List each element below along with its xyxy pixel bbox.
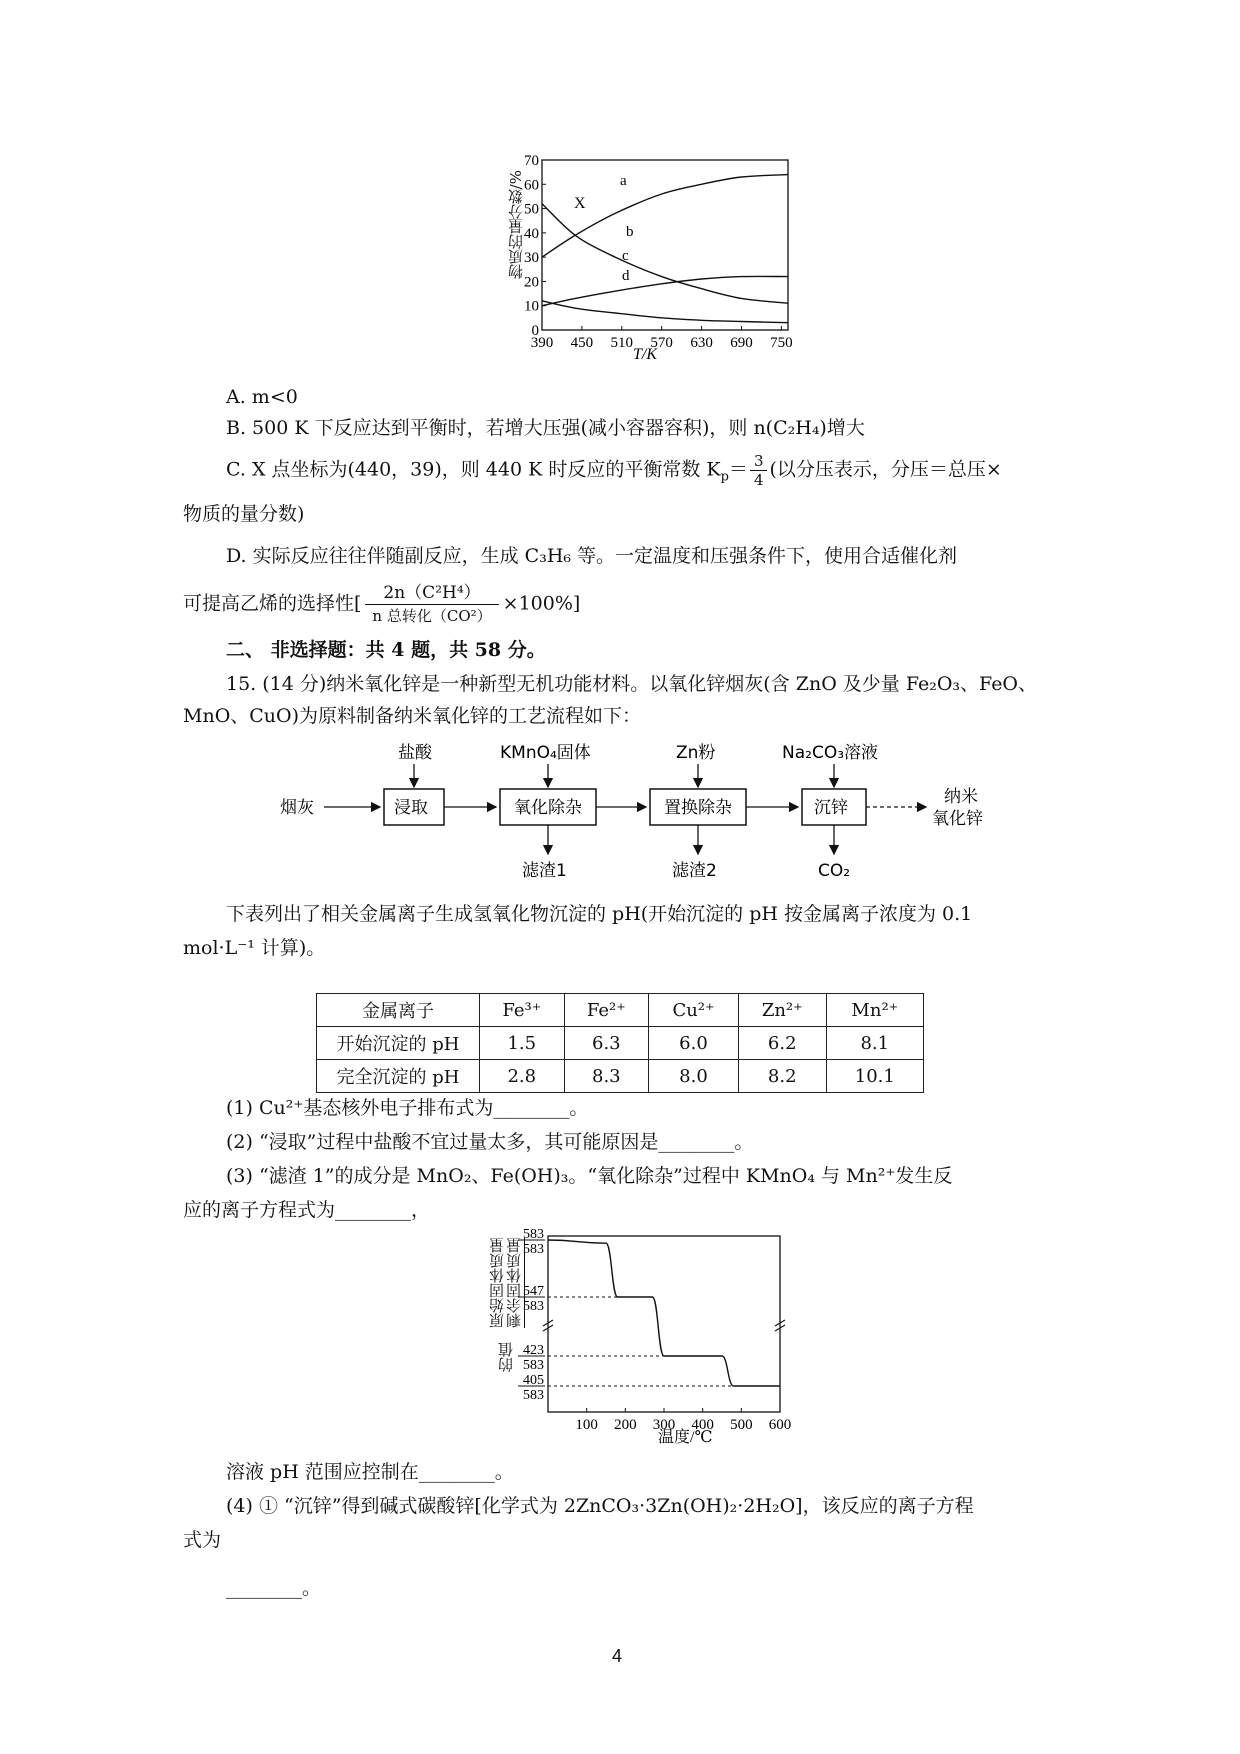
- option-d-line1: D. 实际反应往往伴随副反应，生成 C₃H₆ 等。一定温度和压强条件下，使用合适催化剂: [226, 545, 958, 567]
- table-cell: 开始沉淀的 pH: [317, 1027, 480, 1060]
- chart2-ylabel-suffix: 的值: [497, 1342, 515, 1372]
- flow-end-line1: 纳米: [944, 787, 978, 807]
- option-d-fraction: [365, 582, 498, 627]
- header-cell: Fe³⁺: [480, 994, 565, 1027]
- option-c-num: 3: [750, 452, 768, 471]
- y-tick-denominator: 583: [523, 1388, 544, 1403]
- series-label-a: a: [620, 173, 627, 189]
- option-b: B. 500 K 下反应达到平衡时，若增大压强(减小容器容积)，则 n(C₂H₄)增大: [226, 417, 865, 439]
- header-cell: 金属离子: [317, 994, 480, 1027]
- option-c-eq: ＝: [728, 458, 748, 481]
- x-tick-label: 390: [530, 335, 554, 351]
- x-tick-label: 100: [575, 1417, 598, 1433]
- flow-box-zinc-precip-label: 沉锌: [814, 798, 848, 818]
- y-tick-denominator: 583: [523, 1299, 544, 1314]
- flow-end-line2: 氧化锌: [932, 809, 983, 829]
- section-two-heading: 二、 非选择题：共 4 题，共 58 分。: [226, 639, 546, 661]
- series-label-b: b: [626, 224, 634, 240]
- option-d-pre: 可提高乙烯的选择性[: [183, 592, 362, 615]
- series-line-a: [542, 175, 788, 258]
- option-c-post: (以分压表示，分压＝总压×: [769, 458, 1002, 481]
- header-cell: Cu²⁺: [649, 994, 739, 1027]
- x-tick-label: 400: [691, 1417, 714, 1433]
- option-a: A. m<0: [226, 386, 298, 408]
- table-intro-line1: 下表列出了相关金属离子生成氢氧化物沉淀的 pH(开始沉淀的 pH 按金属离子浓度为 0.1: [226, 903, 973, 925]
- x-tick-label: 450: [570, 335, 594, 351]
- equilibrium-chart: [500, 150, 800, 365]
- flow-output-co2: CO₂: [818, 861, 851, 881]
- page-number: 4: [612, 1646, 623, 1666]
- chart1-ylabel: 物质的量分数/%: [507, 170, 525, 280]
- option-c-fraction: [750, 452, 768, 489]
- chart2-xlabel: 温度/℃: [658, 1429, 713, 1446]
- table-cell: 6.0: [649, 1027, 739, 1060]
- flow-input-zn: Zn粉: [676, 743, 716, 763]
- flow-box-replacement-label: 置换除杂: [664, 798, 732, 818]
- option-d-num: 2n（C²H⁴）: [365, 582, 498, 605]
- x-tick-label: 200: [614, 1417, 637, 1433]
- y-tick-label: 20: [524, 274, 539, 291]
- option-c-den: 4: [753, 471, 764, 489]
- q15-line2: MnO、CuO)为原料制备纳米氧化锌的工艺流程如下：: [183, 705, 642, 727]
- x-tick-label: 500: [730, 1417, 753, 1433]
- q15-line1: 15. (14 分)纳米氧化锌是一种新型无机功能材料。以氧化锌烟灰(含 ZnO 及少量 Fe₂O₃、FeO、: [226, 673, 1038, 695]
- question-3-line2: 应的离子方程式为________，: [183, 1199, 431, 1221]
- y-tick-numerator: 423: [523, 1343, 544, 1358]
- chart2-ylabel-bottom: 原始固体质量: [488, 1238, 506, 1328]
- x-tick-label: 570: [650, 335, 673, 351]
- flow-start: 烟灰: [280, 798, 314, 818]
- option-d-den: n 总转化（CO²）: [372, 607, 492, 625]
- table-cell: 6.2: [738, 1027, 826, 1060]
- x-tick-label: 300: [652, 1417, 676, 1433]
- option-c-line2: 物质的量分数): [183, 503, 305, 525]
- y-tick-numerator: 405: [523, 1373, 544, 1388]
- y-tick-numerator: 583: [523, 1227, 544, 1242]
- chart2-ylabel: [488, 1238, 528, 1408]
- flow-output-residue2: 滤渣2: [672, 861, 717, 881]
- y-tick-label: 50: [524, 201, 539, 218]
- y-tick-label: 70: [524, 153, 539, 169]
- header-cell: Mn²⁺: [826, 994, 923, 1027]
- flow-input-kmno4: KMnO₄固体: [500, 743, 591, 763]
- series-label-c: c: [622, 248, 629, 264]
- x-tick-label: 750: [770, 335, 793, 351]
- table-cell: 8.3: [564, 1060, 649, 1093]
- table-cell: 10.1: [826, 1060, 923, 1093]
- flow-box-leach-label: 浸取: [394, 798, 428, 818]
- flow-output-residue1: 滤渣1: [522, 861, 567, 881]
- table-intro-line2: mol·L⁻¹ 计算)。: [183, 937, 326, 959]
- option-c-pre: C. X 点坐标为(440，39)，则 440 K 时反应的平衡常数 K: [226, 458, 721, 481]
- y-tick-label: 0: [531, 323, 539, 339]
- question-3-line1: (3) “滤渣 1”的成分是 MnO₂、Fe(OH)₃。“氧化除杂”过程中 KMnO₄ 与 Mn²⁺发生反: [226, 1165, 953, 1187]
- question-1: (1) Cu²⁺基态核外电子排布式为________。: [226, 1097, 589, 1119]
- table-cell: 8.0: [649, 1060, 739, 1093]
- flow-input-hcl: 盐酸: [398, 743, 432, 763]
- question-4-line3: ________。: [226, 1577, 322, 1599]
- x-tick-label: 690: [730, 335, 753, 351]
- ph-table: [316, 993, 924, 1093]
- y-tick-denominator: 583: [523, 1358, 544, 1373]
- series-line-d: [542, 301, 788, 323]
- table-cell: 8.1: [826, 1027, 923, 1060]
- chart1-point-label: X: [574, 195, 586, 212]
- question-4-line2: 式为: [183, 1529, 222, 1551]
- process-flow-diagram: [280, 742, 1020, 888]
- tga-curve: [548, 1240, 780, 1386]
- header-cell: Zn²⁺: [738, 994, 826, 1027]
- table-cell: 完全沉淀的 pH: [317, 1060, 480, 1093]
- table-row: [317, 1060, 924, 1093]
- header-cell: Fe²⁺: [564, 994, 649, 1027]
- option-c: [226, 452, 1002, 491]
- y-tick-label: 40: [524, 225, 539, 242]
- table-row: [317, 1027, 924, 1060]
- y-tick-label: 60: [524, 177, 539, 194]
- flow-input-na2co3: Na₂CO₃溶液: [782, 743, 879, 763]
- table-cell: 2.8: [480, 1060, 565, 1093]
- option-c-sub: p: [720, 469, 729, 485]
- table-cell: 6.3: [564, 1027, 649, 1060]
- series-label-d: d: [622, 268, 630, 284]
- question-2: (2) “浸取”过程中盐酸不宜过量太多，其可能原因是________。: [226, 1131, 754, 1153]
- question-3-line3: 溶液 pH 范围应控制在________。: [226, 1461, 514, 1483]
- x-tick-label: 630: [690, 335, 713, 351]
- table-cell: 1.5: [480, 1027, 565, 1060]
- option-d-line2: [183, 582, 580, 627]
- series-line-c: [542, 276, 788, 305]
- y-tick-label: 10: [524, 298, 539, 315]
- chart1-xlabel: T/K: [633, 346, 658, 363]
- table-cell: 8.2: [738, 1060, 826, 1093]
- chart2-ylabel-top: 剩余固体质量: [505, 1238, 523, 1328]
- y-tick-label: 30: [524, 250, 539, 267]
- option-d-post: ×100%]: [502, 592, 581, 615]
- flow-box-oxidation-label: 氧化除杂: [514, 798, 582, 818]
- question-4-line1: (4) ① “沉锌”得到碱式碳酸锌[化学式为 2ZnCO₃·3Zn(OH)₂·2H₂O]，该反应的离子方程: [226, 1495, 974, 1517]
- chart1-frame: [542, 160, 788, 330]
- x-tick-label: 510: [610, 335, 634, 351]
- tga-chart: [480, 1224, 830, 1448]
- ph-table-header: [317, 994, 924, 1027]
- x-tick-label: 600: [768, 1417, 792, 1433]
- y-tick-numerator: 547: [523, 1284, 544, 1299]
- y-tick-denominator: 583: [523, 1242, 544, 1257]
- series-line-b: [542, 204, 788, 304]
